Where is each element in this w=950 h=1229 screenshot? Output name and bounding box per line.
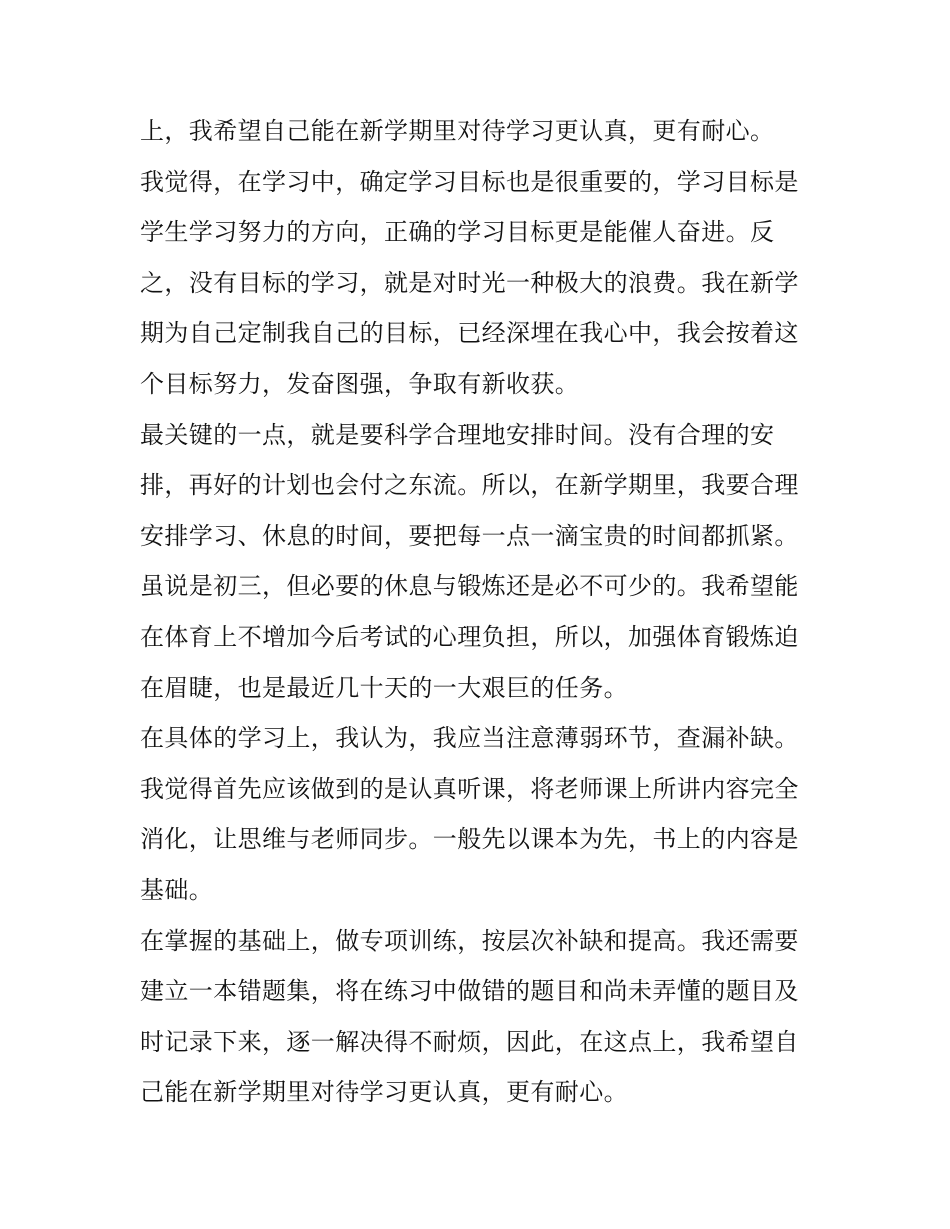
text-line: 基础。 bbox=[140, 875, 214, 904]
text-line: 在掌握的基础上，做专项训练，按层次补缺和提高。我还需要 bbox=[140, 926, 799, 955]
text-line: 安排学习、休息的时间，要把每一点一滴宝贵的时间都抓紧。 bbox=[140, 521, 799, 550]
text-line: 我觉得首先应该做到的是认真听课，将老师课上所讲内容完全 bbox=[140, 774, 799, 803]
text-line: 在眉睫，也是最近几十天的一大艰巨的任务。 bbox=[140, 673, 628, 702]
text-line: 学生学习努力的方向，正确的学习目标更是能催人奋进。反 bbox=[140, 218, 775, 247]
text-line: 时记录下来，逐一解决得不耐烦，因此，在这点上，我希望自 bbox=[140, 1027, 799, 1056]
text-line: 个目标努力，发奋图强，争取有新收获。 bbox=[140, 369, 580, 398]
body-text bbox=[140, 106, 830, 1118]
text-line: 虽说是初三，但必要的休息与锻炼还是必不可少的。我希望能 bbox=[140, 572, 799, 601]
text-line: 我觉得，在学习中，确定学习目标也是很重要的，学习目标是 bbox=[140, 167, 799, 196]
text-line: 在具体的学习上，我认为，我应当注意薄弱环节，查漏补缺。 bbox=[140, 724, 799, 753]
text-line: 消化，让思维与老师同步。一般先以课本为先，书上的内容是 bbox=[140, 825, 799, 854]
text-line: 排，再好的计划也会付之东流。所以，在新学期里，我要合理 bbox=[140, 471, 799, 500]
text-line: 在体育上不增加今后考试的心理负担，所以，加强体育锻炼迫 bbox=[140, 622, 799, 651]
text-line: 期为自己定制我自己的目标，已经深埋在我心中，我会按着这 bbox=[140, 319, 799, 348]
text-line: 上，我希望自己能在新学期里对待学习更认真，更有耐心。 bbox=[140, 117, 775, 145]
text-line: 最关键的一点，就是要科学合理地安排时间。没有合理的安 bbox=[140, 420, 775, 449]
text-line: 建立一本错题集，将在练习中做错的题目和尚未弄懂的题目及 bbox=[140, 977, 799, 1006]
text-line: 己能在新学期里对待学习更认真，更有耐心。 bbox=[140, 1078, 628, 1107]
text-line: 之，没有目标的学习，就是对时光一种极大的浪费。我在新学 bbox=[140, 268, 799, 297]
